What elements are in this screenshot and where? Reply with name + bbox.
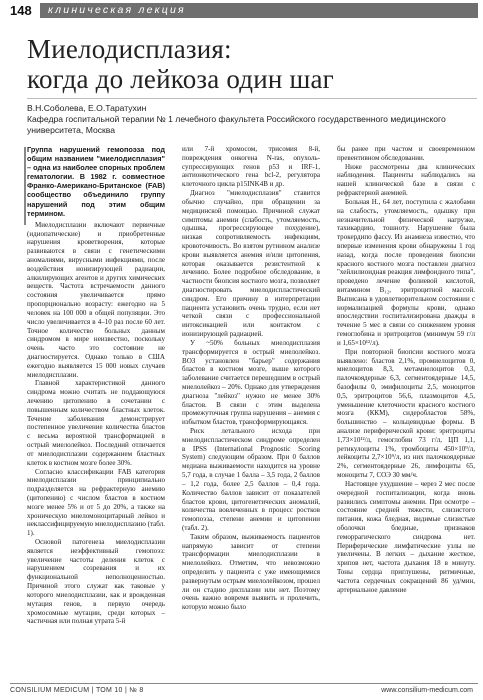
text-column-1 [27,145,165,626]
lead-paragraph: Группа нарушений гемопоэза под общим названием "миелодисплазия" – одна из наиболее спорных проблем гематологии. В 1982 г. совместное Франко-Американо-Британское (FAB) сообщество объединило группу нарушений под этим общим термином. [27,145,165,218]
title-divider [27,98,477,99]
body-paragraph: При повторной биопсии костного мозга выявлено: бластов 2,1%, промиелоцитов 0, миелоцитов 8,3, метамиелоцитов 0,3, палочкоядерные 6,3, сегментоядерные 14,5, базофилы 0, эмифилоциты 2,5, моноцитов 0,5, эритроцитов 56,6, плазмоцитов 4,5, уменьшение клеточности красного костного мозга (ККМ), сидеробластов 58%, большинство – кольцевидные формы. В анализе периферической крови: эритроциты 1,73×10¹²/л, гемоглобин 73 г/л, ЦП 1,1, ретикулоциты 1%, тромбоциты 450×10⁹/л, лейкоциты 2,7×10⁹/л, из них палочкоядерные 2%, сегментоядерные 26, лимфоциты 65, моноциты 7, СОЭ 30 мм/ч. [337,347,475,480]
article-title-line-1: Миелодисплазия: [27,34,232,64]
body-paragraph: Миелодисплазии включают первичные (идиопатические) и приобретенные нарушения кроветворения, которые развиваются в связи с генетическими аномалиями, вирусными инфекциями, после воздействия ионизирующей радиации, алкилирующих агентов и других химических веществ. Частота встречаемости данного состояния увеличивается прямо пропорционально возрасту: ежегодно на 5 человек на 100 000 в общей популяции. Это число увеличивается в 4–10 раз после 60 лет. Точное количество больных данным синдромом в мире неизвестно, поскольку очень часто это состояние не диагностируется. Однако только в США ежегодно выявляется 15 000 новых случаев миелодисплазии. [27,220,165,379]
journal-website[interactable]: www.consilium-medicum.com [381,687,473,694]
body-paragraph: или 7-й хромосом, трисомия 8-й, повреждения онкогена N-ras, опухоль-супрессирующих генов p53 и IRF-1, антионкотического гена bcl-2, регулятора клеточного цикла p15INK4B и др. [182,145,320,189]
article-authors: В.Н.Соболева, Е.О.Таратухин [27,103,147,113]
body-paragraph: Таким образом, выживаемость пациентов напрямую зависит от степени трансформации миелодисплазии в миелолейкоз. Отметим, что невозможно определить у пациента с уже имеющимися развернутым острым миелолейкозом, прошел ли он стадию дисплазии или нет. Поэтому очень важно вовремя выявить и пролечить, которую можно было [182,532,320,612]
body-paragraph: Риск летального исхода при миелодиспластическом синдроме определен в IPSS (International Prognostic Scoring System) следующим образом. При 0 баллов медиана выживаемости находится на уровне 5,7 года, в случае 1 балла – 3,5 года, 2 баллов – 1,2 года, более 2,5 баллов – 0,4 года. Количество баллов зависит от показателей бластов крови, цитогенетических аномалий, количества вовлеченных в процесс ростков гемопоэза, степени анемии и цитопении (табл. 2). [182,427,320,532]
lead-accent-bar [24,147,26,225]
body-paragraph: Настоящее ухудшение – через 2 мес после очередной госпитализации, когда вновь развились симптомы анемии. При осмотре – состояние средней тяжести, слизистого питания, кожа бледная, видимые слизистые оболочки бледные, признаков геморрагического синдрома нет. Периферические лимфатические узлы не увеличены. В легких – дыхание жесткое, хрипов нет, частота дыхания 18 в минуту. Тоны сердца приглушены, ритмичные, частота сердечных сокращений 86 уд/мин, артериальное давление [337,479,475,594]
body-paragraph: Главной характеристикой данного синдрома можно считать не поддающуюся лечению цитопению в сочетании с повышенным количеством бластных клеток. Течение заболевания демонстрирует постепенное увеличение количества бластов с весьма вероятной трансформацией в острый миелолейкоз. Последний отличается от миелодисплазии содержанием бластных клеток в костном мозге более 30%. [27,379,165,467]
body-paragraph: Основой патогенеза миелодисплазии является неэффективный гемопоэз: увеличение частоты деления клеток с нарушением созревания и их функциональной неполноценностью. Причиной этого служат как таковые у которого миелодисплазии, как и врожденная мутация генов, в первую очередь хромосомные мутации, среди которых – частичная или полная утрата 5-й [27,538,165,626]
body-paragraph: Ниже рассмотрены два клинических наблюдения. Пациенты наблюдались на нашей клинической базе в связи с рефрактерной анемией. [337,162,475,198]
article-title-line-2: когда до лейкоза один шаг [27,64,334,94]
section-label: клиническая лекция [40,3,478,18]
body-paragraph: Диагноз "миелодисплазия" ставится обычно случайно, при обращении за медицинской помощью. Причиной служат симптомы анемии (слабость, утомляемость, одышка, прогрессирующее похудение), низкая сопротивляемость инфекциям, кровоточивость. Во взятом рутинном анализе крови выявляется анемия и/или цитопения, которая оказывается резистентной к лечению. Более подробное обследование, в частности биопсия костного мозга, позволяет диагностировать миелодиспластический синдром. Его причину в интерпретации пациента установить очень трудно, если нет четкой связи с профессиональной интоксикацией или контактом с ионизирующей радиацией. [182,189,320,339]
body-paragraph: Согласно классификации FAB категория миелодисплазии принципиально подразделяется на рефрактерную анемию (цитопению) с числом бластов в костном мозге менее 5% и от 5 до 20%, а также на хроническую миеломоноцитарный лейкоз и неклассифицируемую миелодисплазию (табл. 1). [27,467,165,538]
body-paragraph: У ~50% больных миелодисплазия трансформируется в острый миелолейкоз. ВОЗ установлен "барьер" содержания бластов в костном мозге, выше которого заболевание считается перешедшим в острый миелолейкоз – 20%. Однако для утверждения диагноза "лейкоз" нужно не менее 30% бластов. В связи с этим выделена промежуточная группа нарушения – анемия с избытком бластов, трансформирующаяся. [182,338,320,427]
body-paragraph: Больная Н., 64 лет, поступила с жалобами на слабость, утомляемость, одышку при незначительной физической нагрузке, тахикардию, тошноту. Нарушение была трокердипо фассу. Из анамнеза известно, что впервые изменения крови обнаружены 1 год назад, когда после проведения биопсии красного костного мозга поставлен диагноз "хейлилиоидная реакция лимфоидного типа", проведено лечение фолиевой кислотой, витамином B₁₂, эритроцитной массой. Выписана в удовлетворительном состоянии с нормализацией формулы крови, однако впоследствии госпитализирована дважды в течение 5 мес в связи со снижением уровня гемоглобина и эритроцитов (минимум 59 г/л и 1,65×10¹²/л). [337,197,475,347]
text-column-3 [337,145,475,594]
article-affiliation: Кафедра госпитальной терапии № 1 лечебного факультета Российского государственного медицинского университета, Москва [27,114,446,135]
page-number: 148 [10,3,32,18]
text-column-2 [182,145,320,612]
page-header [0,0,483,22]
article-title [27,34,467,94]
body-paragraph: бы ранее при частом и своевременном превентивном обследовании. [337,145,475,162]
footer-divider [10,683,478,684]
journal-info: CONSILIUM MEDICUM | ТОМ 10 | № 8 [10,687,144,694]
